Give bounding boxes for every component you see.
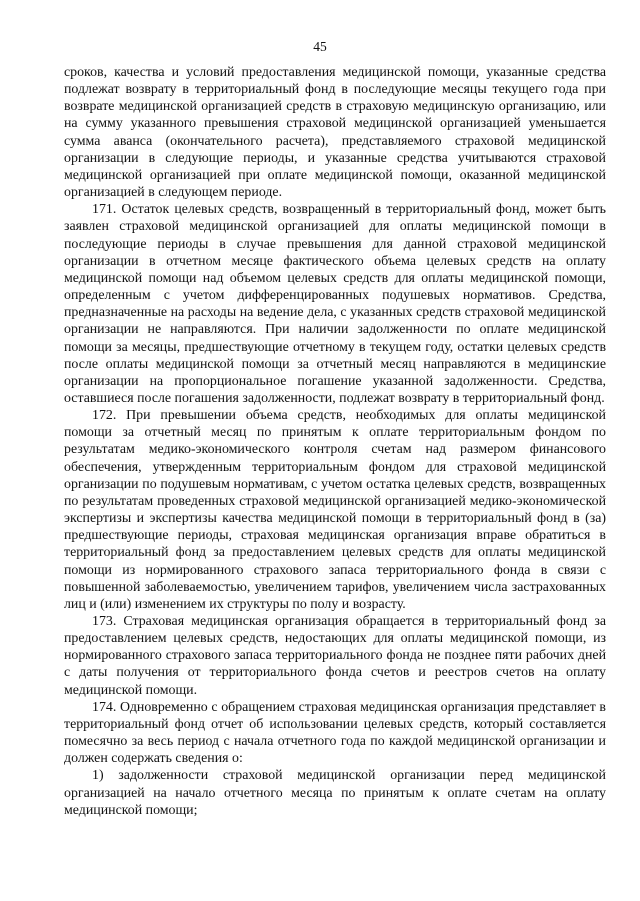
paragraph-173: 173. Страховая медицинская организация обращается в территориальный фонд за предоставлением целевых средств, недостающих для оплаты медицинской помощи, из нормированного страхового запаса территориального фонда не позднее пяти рабочих дней с даты получения от территориального фонда счетов и реестров счетов на оплату медицинской помощи. — [64, 614, 606, 698]
list-item-1: 1) задолженности страховой медицинской организации перед медицинской организацией на начало отчетного месяца по принятым к оплате счетам на оплату медицинской помощи; — [64, 768, 606, 818]
paragraph-172: 172. При превышении объема средств, необходимых для оплаты медицинской помощи за отчетный месяц по принятым к оплате территориальным фондом по результатам медико-экономического контроля счетам над размером финансового обеспечения, утвержденным территориальным фондом для страховой медицинской организации по подушевым нормативам, с учетом остатка целевых средств, возвращенных по результатам проведенных страховой медицинской организацией медико-экономической экспертизы и экспертизы качества медицинской помощи в территориальный фонд в (за) предшествующие периоды, страховая медицинская организация вправе обратиться в территориальный фонд за предоставлением целевых средств для оплаты медицинской помощи из нормированного страхового запаса территориального фонда в связи с повышенной заболеваемостью, увеличением тарифов, увеличением числа застрахованных лиц и (или) изменением их структуры по полу и возрасту. — [64, 408, 606, 612]
document-body — [64, 64, 606, 819]
page-number: 45 — [313, 39, 327, 54]
paragraph-171: 171. Остаток целевых средств, возвращенный в территориальный фонд, может быть заявлен страховой медицинской организацией для оплаты медицинской помощи в последующие периоды в случае превышения для данной страховой медицинской организации в отчетном месяце фактического объема целевых средств на оплату медицинской помощи над объемом целевых средств для оплаты медицинской помощи, определенным с учетом дифференцированных подушевых нормативов. Средства, предназначенные на расходы на ведение дела, с указанных средств страховой медицинской организации не направляются. При наличии задолженности по оплате медицинской помощи за месяцы, предшествующие отчетному в текущем году, остатки целевых средств после оплаты медицинской помощи за отчетный месяц направляются в медицинские организации на пропорциональное погашение указанной задолженности. Средства, оставшиеся после погашения задолженности, подлежат возврату в территориальный фонд. — [64, 202, 606, 406]
paragraph-174: 174. Одновременно с обращением страховая медицинская организация представляет в территориальный фонд отчет об использовании целевых средств, который составляется помесячно за весь период с начала отчетного года по каждой медицинской организации и должен содержать сведения о: — [64, 699, 606, 767]
paragraph-continuation: сроков, качества и условий предоставления медицинской помощи, указанные средства подлежат возврату в территориальный фонд в последующие месяцы текущего года при возврате медицинской организацией средств в страховую медицинскую организацию, или на сумму указанного превышения страховой медицинской организацией уменьшается сумма аванса (окончательного расчета), представляемого страховой медицинской организации в следующие периоды, и указанные средства учитываются страховой медицинской организацией при оплате медицинской помощи, оказанной медицинской организацией в следующем периоде. — [64, 65, 606, 201]
